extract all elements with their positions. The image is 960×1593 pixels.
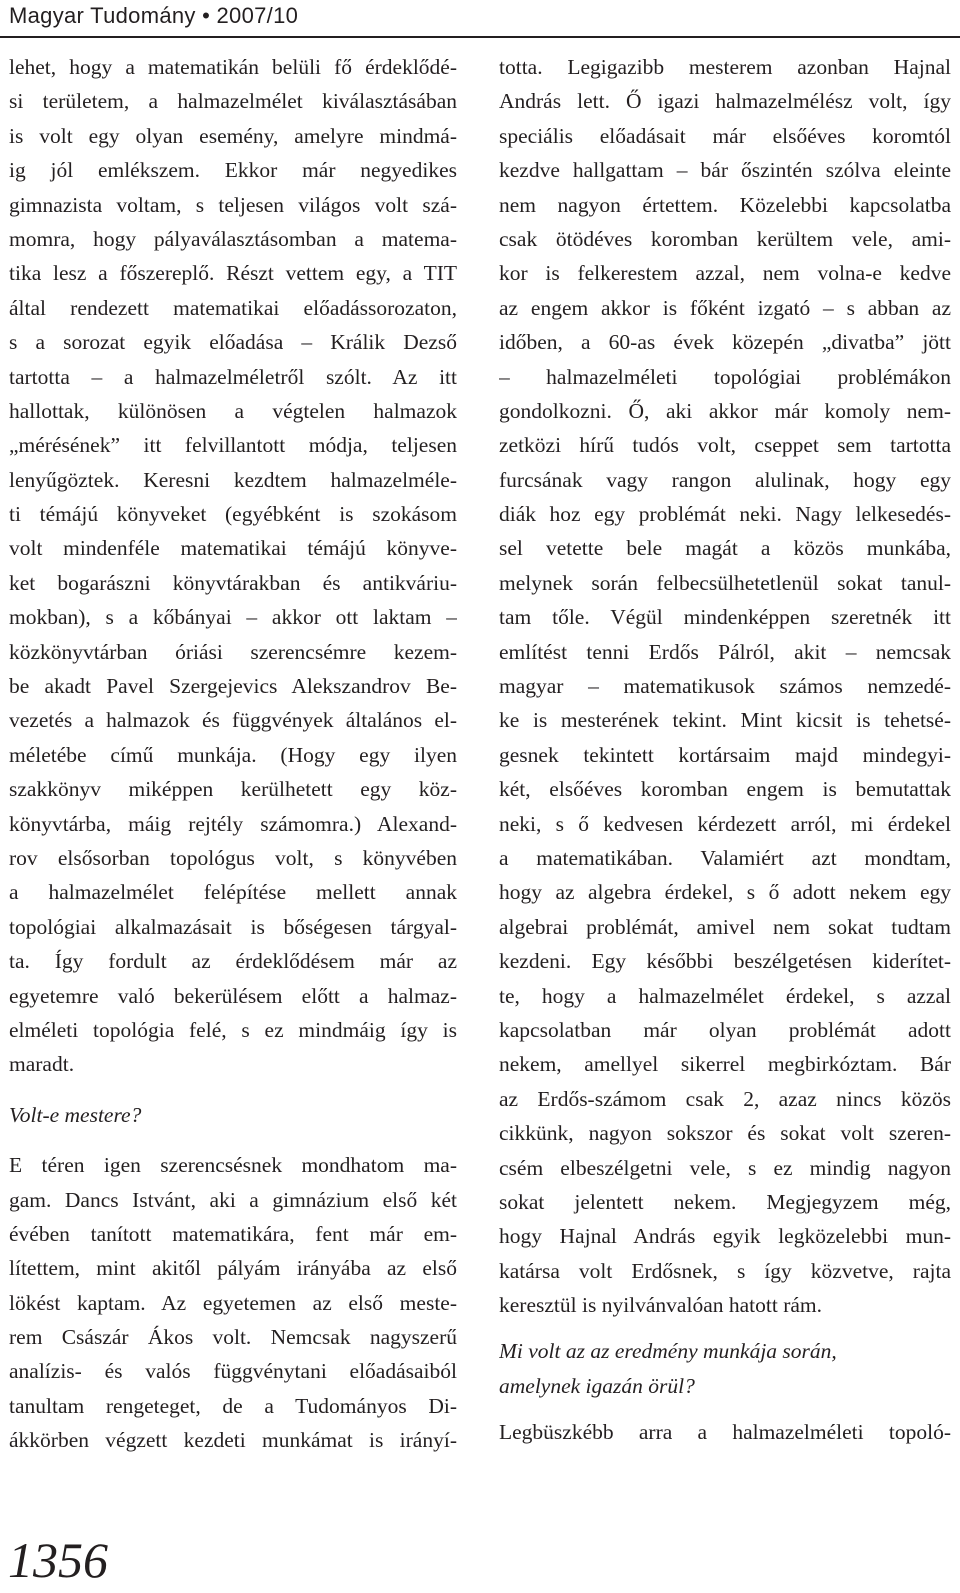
body-line: si területem, a halmazelmélet kiválasztásában xyxy=(9,89,457,114)
body-line: sokat jelentett nekem. Megjegyzem még, xyxy=(499,1189,951,1214)
body-line: diák hoz egy problémát neki. Nagy lelkesedés- xyxy=(499,502,951,527)
answer-line: lökést kaptam. Az egyetemen az első meste- xyxy=(9,1290,457,1315)
body-line: – halmazelméleti topológiai problémákon xyxy=(499,364,951,389)
page-header xyxy=(0,0,960,36)
answer-line: analízis- és valós függvénytani előadásaiból xyxy=(9,1359,457,1384)
body-line: melynek során felbecsülhetetlenül sokat tanul- xyxy=(499,570,951,595)
paragraph-gap xyxy=(499,1322,951,1334)
body-line: momra, hogy pályaválasztásomban a matema- xyxy=(9,226,457,251)
answer-line: lítettem, mint akitől pályám irányába az első xyxy=(9,1256,457,1281)
body-line: közkönyvtárban óriási szerencsémre kezem- xyxy=(9,639,457,664)
body-line: kor is felkerestem azzal, nem volna-e kedve xyxy=(499,261,951,286)
body-line: a matematikában. Valamiért azt mondtam, xyxy=(499,845,951,870)
body-line: gesnek tekintett kortársaim majd mindegyi- xyxy=(499,742,951,767)
body-line: maradt. xyxy=(9,1052,75,1077)
interview-question: Mi volt az az eredmény munkája során, xyxy=(499,1339,837,1364)
body-line: te, hogy a halmazelmélet érdekel, s azzal xyxy=(499,983,951,1008)
body-line: ta. Így fordult az érdeklődésem már az xyxy=(9,949,457,974)
body-line: méletébe című munkája. (Hogy egy ilyen xyxy=(9,742,457,767)
body-line: be akadt Pavel Szergejevics Alekszandrov Be- xyxy=(9,674,457,699)
body-line: a halmazelmélet felépítése mellett annak xyxy=(9,880,457,905)
body-line: egyetemre való bekerülésem előtt a halmaz- xyxy=(9,983,457,1008)
body-line: algebrai problémát, amivel nem sokat tudtam xyxy=(499,914,951,939)
body-line: hogy az algebra érdekel, s ő adott nekem egy xyxy=(499,880,951,905)
body-line: ig jól emlékszem. Ekkor már negyedikes xyxy=(9,158,457,183)
body-line: két, elsőéves koromban engem is bemutattak xyxy=(499,777,951,802)
body-line: lenyűgöztek. Keresni kezdtem halmazelméle- xyxy=(9,467,457,492)
body-line: ti témájú könyveket (egyébként is szokásom xyxy=(9,502,457,527)
body-line: által rendezett matematikai előadássorozaton, xyxy=(9,295,457,320)
body-line: cikkünk, nagyon sokszor és sokat volt szeren- xyxy=(499,1121,951,1146)
body-line: szakkönyv miképpen kerülhetett egy köz- xyxy=(9,777,457,802)
body-line: neki, s ő kedvesen kérdezett arról, mi érdekel xyxy=(499,811,951,836)
body-line: csak ötödéves koromban kerültem vele, ami- xyxy=(499,226,951,251)
paragraph-gap xyxy=(499,1403,951,1415)
body-line: könyvtárba, máig rejtély számomra.) Alexand- xyxy=(9,811,457,836)
interview-question: Volt-e mestere? xyxy=(9,1102,142,1127)
body-line: az Erdős-számom csak 2, azaz nincs közös xyxy=(499,1086,951,1111)
body-line: tartotta – a halmazelméletről szólt. Az itt xyxy=(9,364,457,389)
body-line: is volt egy olyan esemény, amelyre mindmá- xyxy=(9,123,457,148)
body-line: tam tőle. Végül mindenképpen szeretnék itt xyxy=(499,605,951,630)
body-line: csém elbeszélgetni vele, s ez mindig nagyon xyxy=(499,1155,951,1180)
body-line: „mérésének” itt felvillantott módja, teljesen xyxy=(9,433,457,458)
body-line: volt mindenféle matematikai témájú könyve- xyxy=(9,536,457,561)
body-line: magyar – matematikusok számos nemzedé- xyxy=(499,674,951,699)
interview-question: amelynek igazán örül? xyxy=(499,1373,695,1398)
body-line: nem nagyon értettem. Közelebbi kapcsolatba xyxy=(499,192,951,217)
body-line: nekem, amellyel sikerrel megbirkóztam. Bár xyxy=(499,1052,951,1077)
body-line: kapcsolatban már olyan problémát adott xyxy=(499,1017,951,1042)
body-line: kezdve hallgattam – bár őszintén szólva eleinte xyxy=(499,158,951,183)
body-line: időben, a 60-as évek közepén „divatba” jött xyxy=(499,330,951,355)
body-line: András lett. Ő igazi halmazelmélész volt, így xyxy=(499,89,951,114)
body-line: s a sorozat egyik előadása – Králik Dezső xyxy=(9,330,457,355)
body-line: sel vetette bele magát a közös munkába, xyxy=(499,536,951,561)
header-rule xyxy=(0,36,960,38)
paragraph-gap xyxy=(9,1132,457,1148)
answer-line: rem Császár Ákos volt. Nemcsak nagyszerű xyxy=(9,1325,457,1350)
body-line: gondolkozni. Ő, aki akkor már komoly nem- xyxy=(499,398,951,423)
right-column xyxy=(499,50,951,1450)
body-line: mokban), s a kőbányai – akkor ott laktam – xyxy=(9,605,457,630)
answer-line: E téren igen szerencsésnek mondhatom ma- xyxy=(9,1153,457,1178)
body-line: rov elsősorban topológus volt, s könyvében xyxy=(9,845,457,870)
body-line: topológiai alkalmazásait is bőségesen tárgyal- xyxy=(9,914,457,939)
body-line: furcsának vagy rangon alulinak, hogy egy xyxy=(499,467,951,492)
body-line: katársa volt Erdősnek, s így közvetve, rajta xyxy=(499,1258,951,1283)
body-line: gimnazista voltam, s teljesen világos volt szá- xyxy=(9,192,457,217)
body-line: kezdeni. Egy későbbi beszélgetésen kiderítet- xyxy=(499,949,951,974)
running-head: Magyar Tudomány • 2007/10 xyxy=(9,3,299,28)
body-line: ke is mesterének tekint. Mint kicsit is tehetsé- xyxy=(499,708,951,733)
answer-line: gam. Dancs Istvánt, aki a gimnázium első két xyxy=(9,1187,457,1212)
body-line: totta. Legigazibb mesterem azonban Hajnal xyxy=(499,55,951,79)
body-line: hallottak, különösen a végtelen halmazok xyxy=(9,398,457,423)
body-line: hogy Hajnal András egyik legközelebbi mun- xyxy=(499,1224,951,1249)
body-line: említést tenni Erdős Pálról, akit – nemcsak xyxy=(499,639,951,664)
body-line: vezetés a halmazok és függvények általános el- xyxy=(9,708,457,733)
body-line: speciális előadásait már elsőéves koromtól xyxy=(499,123,951,148)
body-line: az engem akkor is főként izgató – s abban az xyxy=(499,295,951,320)
body-line: elméleti topológia felé, s ez mindmáig így is xyxy=(9,1017,457,1042)
body-line: tika lesz a főszereplő. Részt vettem egy, a TIT xyxy=(9,261,457,286)
body-line: keresztül is nyilvánvalóan hatott rám. xyxy=(499,1293,823,1318)
body-line: ket bogarászni könyvtárakban és antikváriu- xyxy=(9,570,457,595)
answer-line: ákkörben végzett kezdeti munkámat is irányí- xyxy=(9,1428,457,1453)
paragraph-gap xyxy=(9,1082,457,1098)
answer-line: évében tanított matematikára, fent már em- xyxy=(9,1221,457,1246)
answer-line: Legbüszkébb arra a halmazelméleti topoló- xyxy=(499,1420,951,1445)
answer-line: tanultam rengeteget, de a Tudományos Di- xyxy=(9,1393,457,1418)
body-line: zetközi hírű tudós volt, cseppet sem tartotta xyxy=(499,433,951,458)
page-number: 1356 xyxy=(8,1532,108,1588)
body-line: lehet, hogy a matematikán belüli fő érdeklődé- xyxy=(9,55,457,79)
left-column xyxy=(9,50,457,1458)
